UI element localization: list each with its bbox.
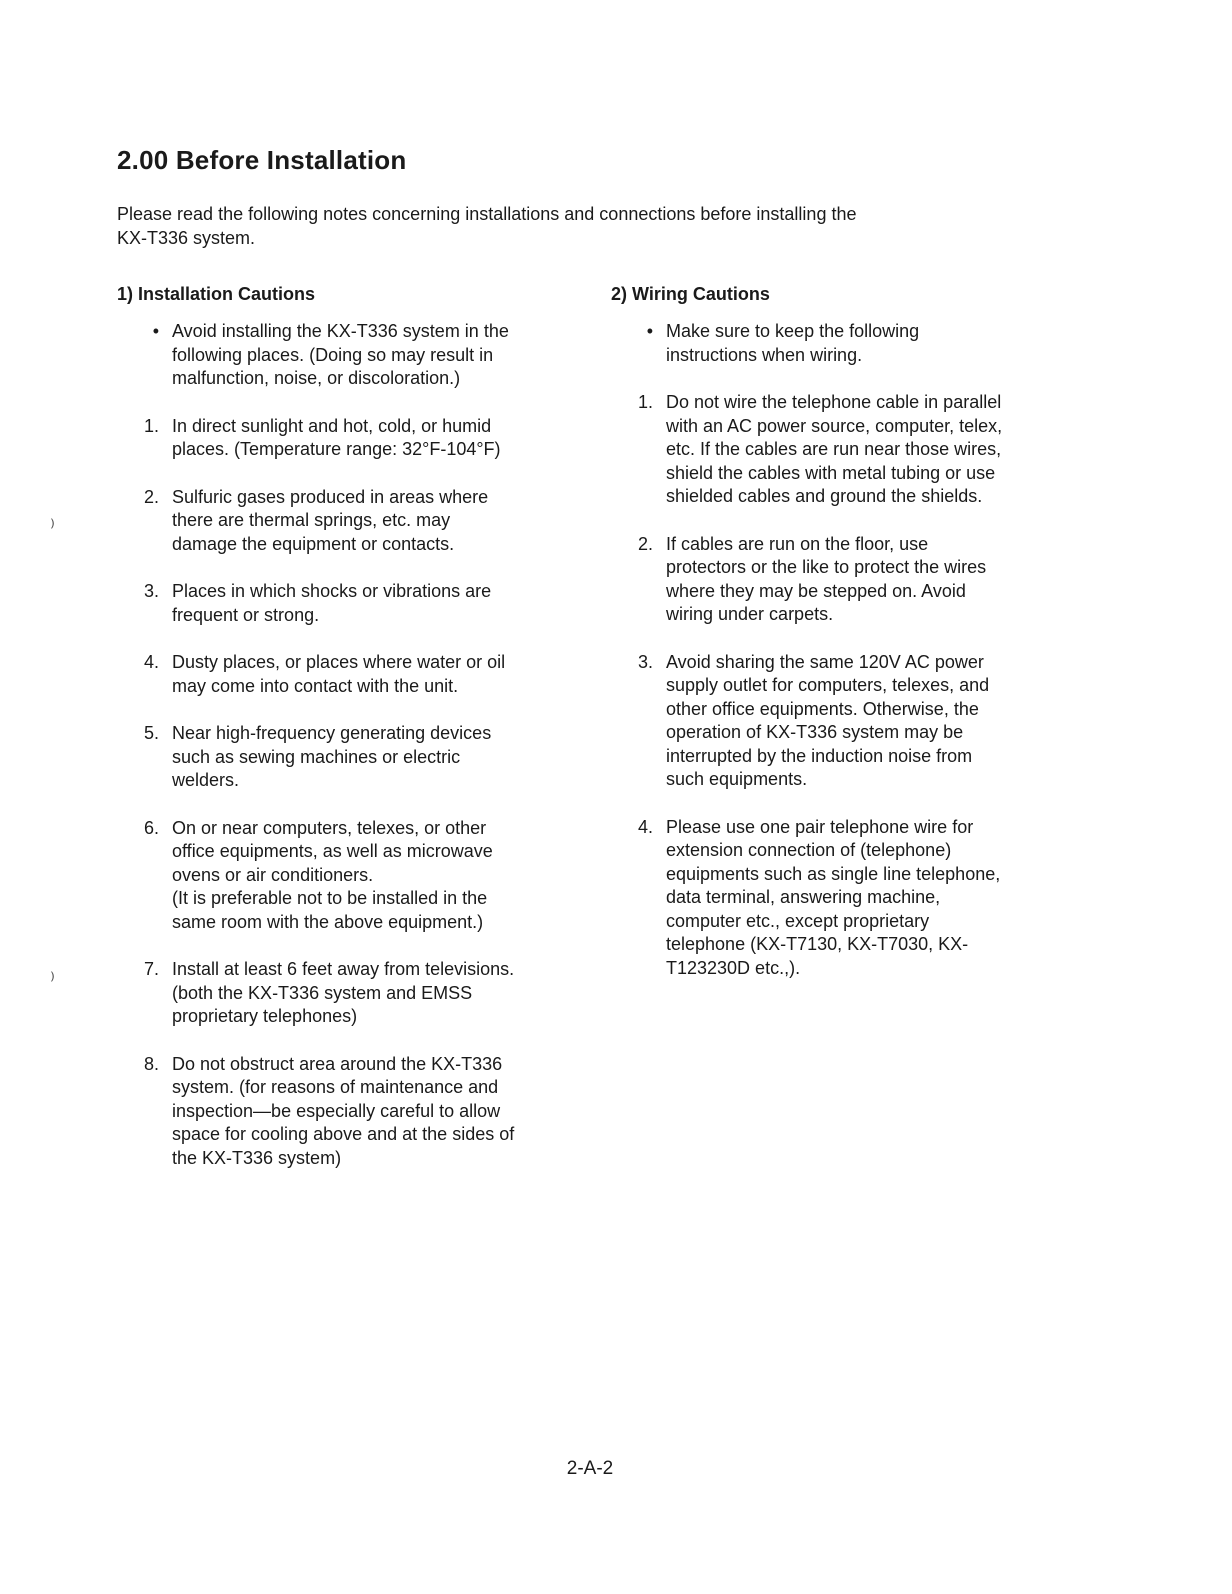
item-text: [172, 958, 567, 1029]
text-line: following places. (Doing so may result in: [172, 344, 494, 365]
text-line: In direct sunlight and hot, cold, or humid: [172, 415, 492, 436]
text-line: Do not wire the telephone cable in parallel: [666, 392, 1002, 412]
text-line: office equipments, as well as microwave: [172, 841, 493, 861]
text-line: frequent or strong.: [172, 604, 320, 625]
item-text: [172, 722, 567, 793]
text-line: On or near computers, telexes, or other: [172, 817, 487, 838]
installation-item-8: [117, 1053, 567, 1171]
item-text: [172, 486, 567, 557]
text-line: Avoid installing the KX-T336 system in the: [172, 321, 509, 341]
text-line: (both the KX-T336 system and EMSS: [172, 982, 473, 1003]
installation-cautions-heading: 1) Installation Cautions: [117, 284, 316, 304]
intro-line: KX-T336 system.: [117, 228, 256, 248]
text-line: welders.: [172, 770, 240, 790]
item-text: [172, 817, 567, 935]
item-number: 4.: [637, 816, 653, 837]
text-line: where they may be stepped on. Avoid: [666, 580, 966, 601]
installation-item-7: [117, 958, 567, 1029]
text-line: T123230D etc.,).: [666, 957, 801, 978]
installation-bullet: [117, 320, 567, 391]
item-text: [666, 651, 1051, 792]
text-line: Places in which shocks or vibrations are: [172, 581, 492, 601]
text-line: inspection—be especially careful to allow: [172, 1100, 501, 1121]
wiring-item-2: [611, 533, 1051, 627]
item-text: [172, 580, 567, 627]
installation-item-3: [117, 580, 567, 627]
text-line: Dusty places, or places where water or oil: [172, 652, 506, 672]
installation-item-5: [117, 722, 567, 793]
text-line: instructions when wiring.: [666, 344, 863, 365]
wiring-cautions-section: [611, 282, 1051, 980]
text-line: places. (Temperature range: 32°F-104°F): [172, 439, 501, 459]
text-line: same room with the above equipment.): [172, 911, 484, 932]
installation-item-1: [117, 415, 567, 462]
wiring-cautions-heading: 2) Wiring Cautions: [611, 284, 770, 304]
text-line: telephone (KX-T7130, KX-T7030, KX-: [666, 934, 969, 954]
item-number: 2.: [637, 533, 653, 554]
text-line: operation of KX-T336 system may be: [666, 722, 964, 742]
text-line: supply outlet for computers, telexes, and: [666, 675, 990, 695]
installation-item-4: [117, 651, 567, 698]
text-line: proprietary telephones): [172, 1006, 358, 1026]
text-line: protectors or the like to protect the wires: [666, 557, 987, 577]
text-line: computer etc., except proprietary: [666, 910, 930, 931]
text-line: wiring under carpets.: [666, 604, 834, 624]
item-number: 5.: [143, 723, 159, 743]
text-line: shielded cables and ground the shields.: [666, 486, 983, 506]
page-title: 2.00 Before Installation: [117, 145, 407, 175]
text-line: damage the equipment or contacts.: [172, 533, 455, 554]
text-line: Sulfuric gases produced in areas where: [172, 486, 489, 507]
text-line: (It is preferable not to be installed in the: [172, 888, 488, 908]
item-text: [666, 816, 1051, 981]
wiring-item-3: [611, 651, 1051, 792]
intro-paragraph: [117, 202, 957, 250]
installation-item-2: [117, 486, 567, 557]
text-line: there are thermal springs, etc. may: [172, 510, 451, 530]
text-line: system. (for reasons of maintenance and: [172, 1077, 499, 1097]
page-number: 2-A-2: [566, 1458, 614, 1479]
text-line: the KX-T336 system): [172, 1147, 342, 1168]
item-number: 3.: [637, 651, 653, 672]
text-line: interrupted by the induction noise from: [666, 745, 973, 766]
item-text: [172, 1053, 567, 1171]
text-line: such equipments.: [666, 769, 808, 789]
wiring-bullet: [611, 320, 1051, 367]
text-line: Near high-frequency generating devices: [172, 723, 492, 743]
text-line: ovens or air conditioners.: [172, 864, 374, 885]
installation-item-6: [117, 817, 567, 935]
text-line: equipments such as single line telephone,: [666, 863, 1001, 884]
text-line: shield the cables with metal tubing or use: [666, 462, 996, 483]
bullet-marker: •: [152, 321, 159, 341]
item-number: 4.: [143, 652, 159, 672]
item-text: [666, 533, 1051, 627]
item-number: 1.: [637, 392, 653, 412]
bullet-text: [172, 320, 567, 391]
text-line: Please use one pair telephone wire for: [666, 816, 974, 837]
item-text: [172, 415, 567, 462]
item-number: 2.: [143, 486, 159, 507]
text-line: Do not obstruct area around the KX-T336: [172, 1053, 503, 1074]
text-line: If cables are run on the floor, use: [666, 533, 929, 554]
text-line: other office equipments. Otherwise, the: [666, 698, 979, 719]
bullet-text: [666, 320, 1051, 367]
item-number: 7.: [143, 959, 159, 979]
intro-line: Please read the following notes concerning installations and connections before installing the: [117, 204, 857, 224]
item-number: 6.: [143, 817, 159, 838]
item-number: 8.: [143, 1053, 159, 1074]
text-line: malfunction, noise, or discoloration.): [172, 368, 461, 388]
text-line: such as sewing machines or electric: [172, 746, 461, 767]
item-number: 1.: [143, 415, 159, 436]
scan-mark: ⁾: [50, 517, 55, 539]
bullet-marker: •: [646, 321, 653, 341]
wiring-item-4: [611, 816, 1051, 981]
text-line: etc. If the cables are run near those wires,: [666, 439, 1002, 459]
text-line: extension connection of (telephone): [666, 840, 952, 860]
installation-cautions-section: [117, 282, 567, 1170]
text-line: Install at least 6 feet away from televisions.: [172, 959, 515, 979]
text-line: may come into contact with the unit.: [172, 675, 459, 696]
text-line: with an AC power source, computer, telex,: [666, 415, 1003, 436]
item-text: [666, 391, 1051, 509]
text-line: Make sure to keep the following: [666, 321, 920, 341]
item-number: 3.: [143, 581, 159, 601]
text-line: space for cooling above and at the sides of: [172, 1124, 515, 1144]
text-line: data terminal, answering machine,: [666, 887, 941, 907]
item-text: [172, 651, 567, 698]
wiring-item-1: [611, 391, 1051, 509]
text-line: Avoid sharing the same 120V AC power: [666, 651, 984, 672]
scan-mark: ⁾: [50, 970, 55, 992]
